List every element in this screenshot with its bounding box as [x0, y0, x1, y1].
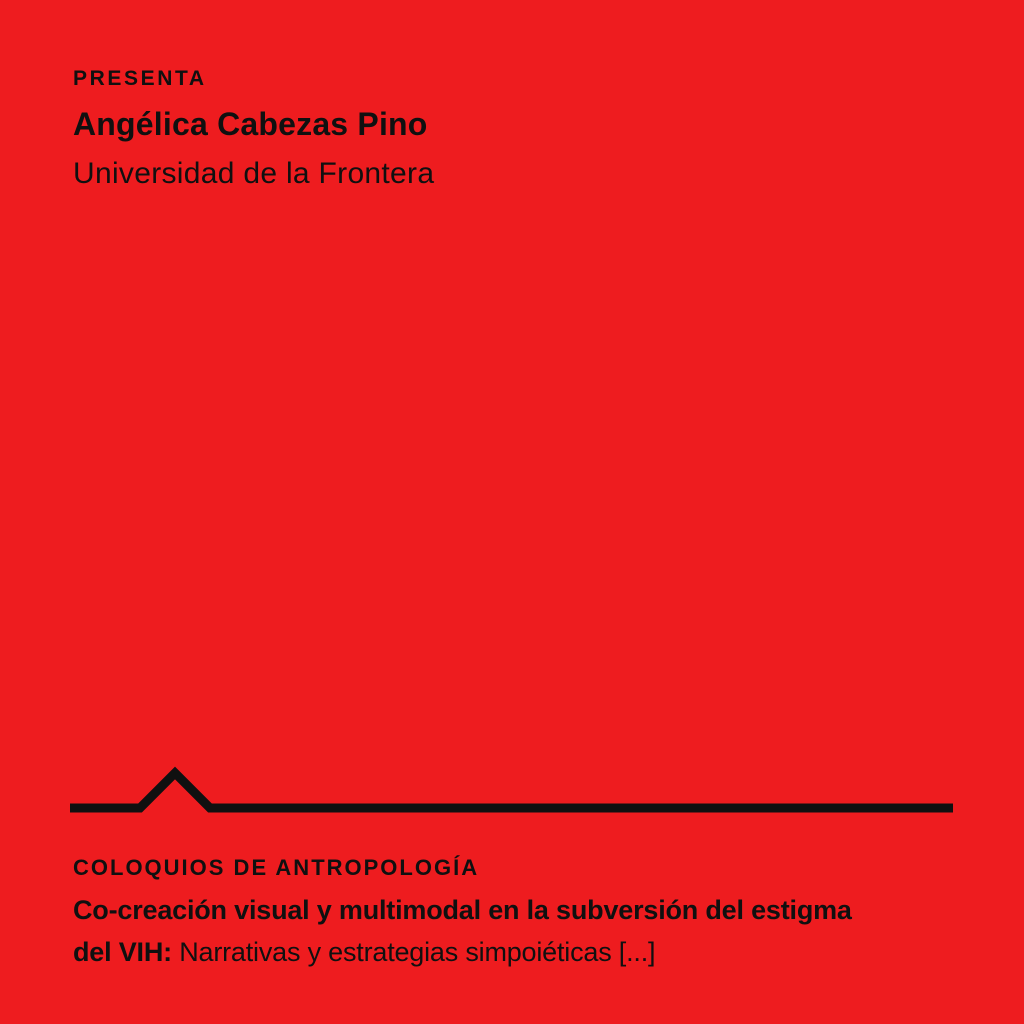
series-label: COLOQUIOS DE ANTROPOLOGÍA [73, 855, 480, 880]
pulse-line-icon [66, 758, 958, 818]
presenter-affiliation: Universidad de la Frontera [73, 157, 435, 190]
talk-title-line2-bold: del VIH: [73, 937, 172, 967]
talk-title [73, 889, 983, 973]
talk-title-line-2 [73, 931, 983, 973]
talk-title-line1-bold: Co-creación visual y multimodal en la subversión del estigma [73, 895, 852, 925]
talk-title-line-1 [73, 889, 983, 931]
talk-title-line2-regular: Narrativas y estrategias simpoiéticas [...] [179, 937, 656, 967]
presenta-label: PRESENTA [73, 67, 207, 90]
presenter-name: Angélica Cabezas Pino [73, 106, 428, 142]
